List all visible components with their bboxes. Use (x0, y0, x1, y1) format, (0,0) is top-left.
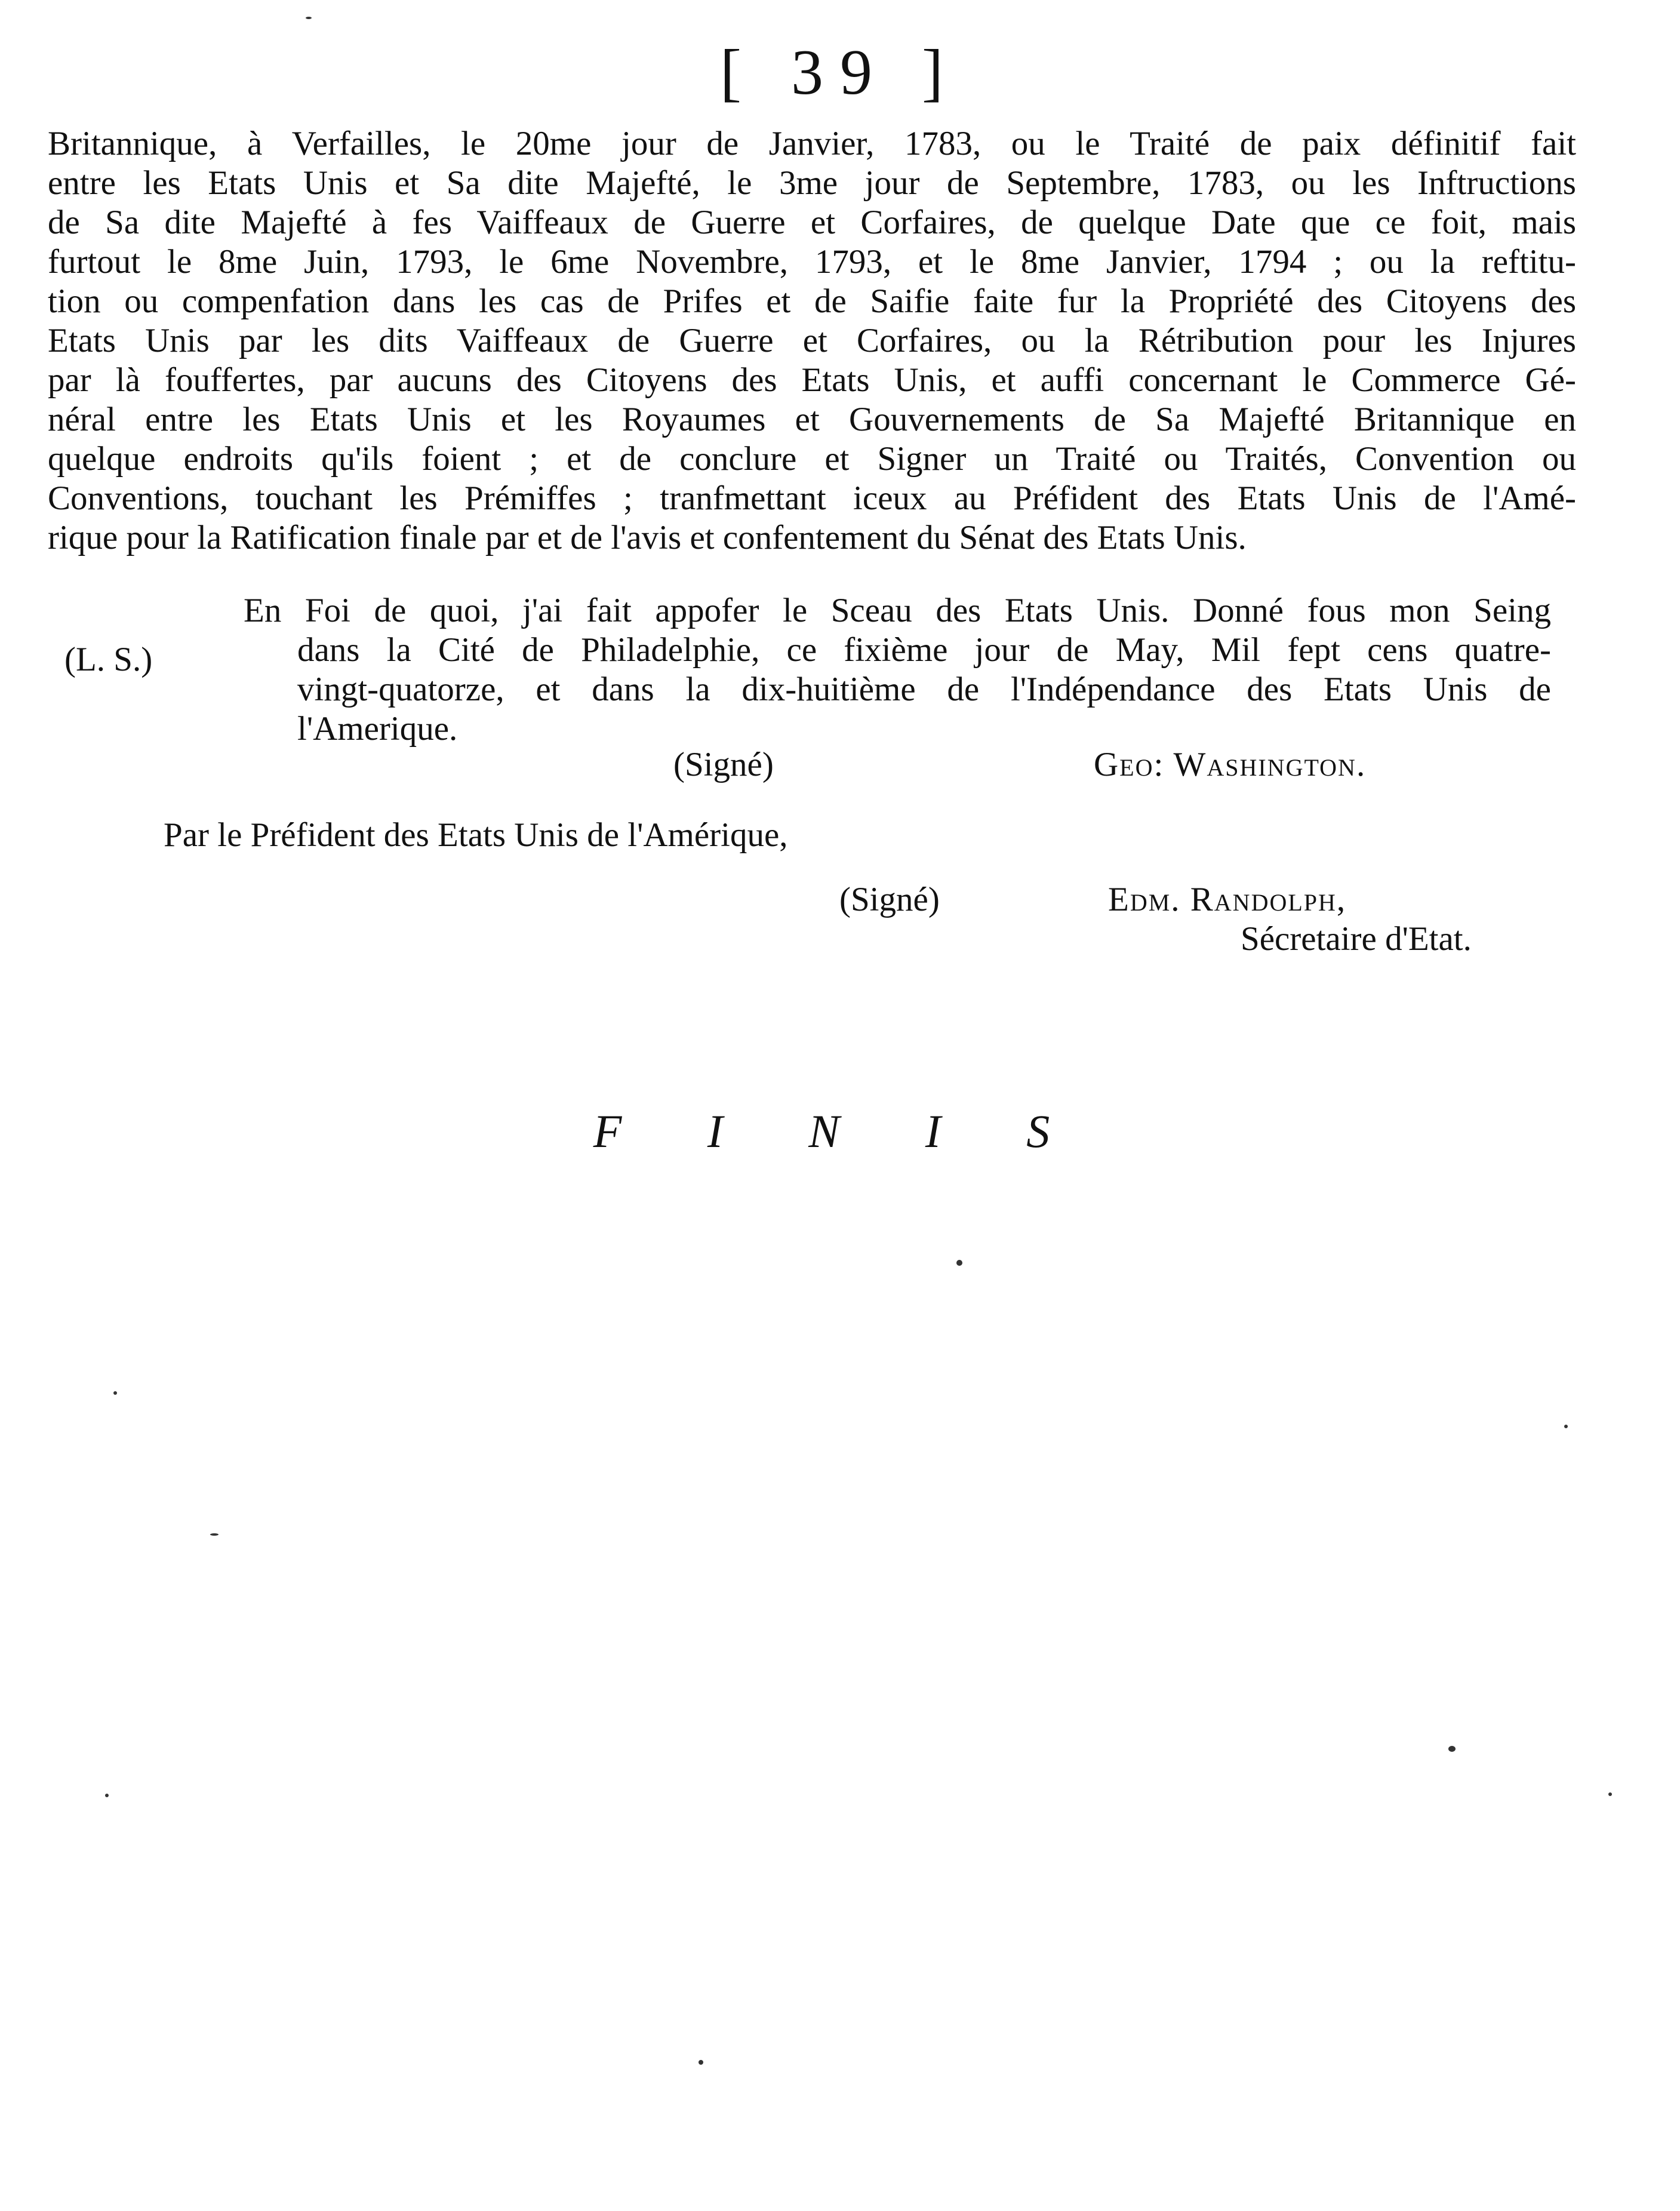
body-line: néral entre les Etats Unis et les Royaumes et Gouvernements de Sa Majefté Britannique en (48, 401, 1576, 438)
finis-heading: F I N I S (593, 1105, 1087, 1157)
page-number: [ 39 ] (720, 37, 960, 108)
body-line: par là fouffertes, par aucuns des Citoyens des Etats Unis, et auffi concernant le Commerce Gé- (48, 361, 1576, 399)
body-line: entre les Etats Unis et Sa dite Majefté, le 3me jour de Septembre, 1783, ou les Inftructions (48, 164, 1576, 202)
body-line: Conventions, touchant les Prémiffes ; tranfmettant iceux au Préfident des Etats Unis de l'Amé- (48, 479, 1576, 517)
body-line: Etats Unis par les dits Vaiffeaux de Guerre et Corfaires, ou la Rétribution pour les Injures (48, 322, 1576, 359)
attestation-line: vingt-quatorze, et dans la dix-huitième de l'Indépendance des Etats Unis de (297, 671, 1551, 708)
attestation-line: En Foi de quoi, j'ai fait appofer le Sceau des Etats Unis. Donné fous mon Seing (244, 592, 1551, 629)
countersign-signed-label: (Signé) (839, 881, 940, 918)
attestation-line: dans la Cité de Philadelphie, ce fixième jour de May, Mil fept cens quatre- (297, 631, 1551, 669)
paper-speck (113, 1391, 117, 1395)
paper-speck (105, 1794, 109, 1797)
paper-speck (306, 17, 312, 19)
paper-speck (210, 1533, 219, 1536)
paper-speck (1564, 1425, 1568, 1428)
signer-name: Geo: Washington. (1094, 746, 1367, 783)
countersign-signer-title: Sécretaire d'Etat. (1241, 920, 1472, 958)
body-line: rique pour la Ratification finale par et de l'avis et confentement du Sénat des Etats Unis. (48, 519, 1247, 556)
attestation-paragraph (244, 591, 1551, 749)
paper-speck (699, 2060, 703, 2065)
seal-mark: (L. S.) (64, 641, 153, 678)
body-line: tion ou compenfation dans les cas de Prifes et de Saifie faite fur la Propriété des Citoyens des (48, 282, 1576, 320)
body-paragraph (48, 124, 1576, 558)
countersign-signer-name: Edm. Randolph, (1108, 881, 1347, 918)
countersign-byline: Par le Préfident des Etats Unis de l'Amérique, (164, 816, 788, 854)
body-line: furtout le 8me Juin, 1793, le 6me Novembre, 1793, et le 8me Janvier, 1794 ; ou la reftitu- (48, 243, 1576, 281)
body-line: quelque endroits qu'ils foient ; et de conclure et Signer un Traité ou Traités, Convention ou (48, 440, 1576, 478)
body-line: de Sa dite Majefté à fes Vaiffeaux de Guerre et Corfaires, de quelque Date que ce foit, mais (48, 204, 1576, 241)
attestation-line: l'Amerique. (297, 710, 458, 748)
signed-label: (Signé) (673, 746, 774, 783)
paper-speck (1608, 1792, 1612, 1796)
paper-speck (956, 1260, 962, 1266)
body-line: Britannique, à Verfailles, le 20me jour de Janvier, 1783, ou le Traité de paix définitif fait (48, 125, 1576, 162)
paper-speck (1448, 1746, 1456, 1752)
